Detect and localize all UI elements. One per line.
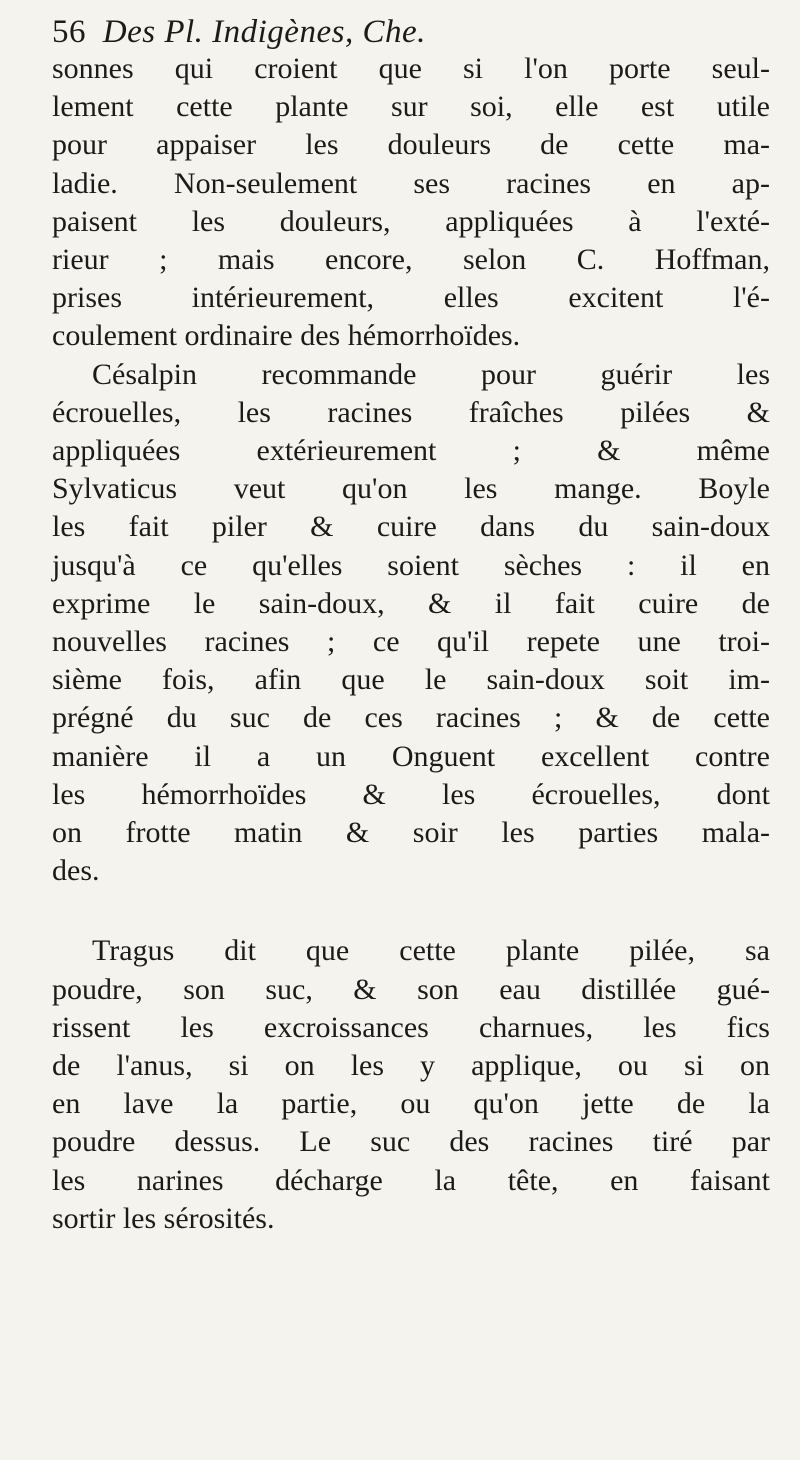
text-line: les fait piler & cuire dans du sain-doux bbox=[52, 510, 770, 544]
paragraph-1 bbox=[52, 50, 770, 356]
text-line: prégné du suc de ces racines ; & de cette bbox=[52, 701, 770, 735]
text-line: jusqu'à ce qu'elles soient sèches : il en bbox=[52, 548, 770, 582]
text-line: des. bbox=[52, 854, 100, 888]
text-line: poudre, son suc, & son eau distillée gué- bbox=[52, 972, 770, 1006]
text-line: Sylvaticus veut qu'on les mange. Boyle bbox=[52, 472, 770, 506]
text-line: les narines décharge la tête, en faisant bbox=[52, 1163, 770, 1197]
text-line: lement cette plante sur soi, elle est utile bbox=[52, 90, 770, 124]
text-line: Tragus dit que cette plante pilée, sa bbox=[92, 934, 770, 968]
text-line: on frotte matin & soir les parties mala- bbox=[52, 816, 770, 850]
text-line: prises intérieurement, elles excitent l'é- bbox=[52, 281, 770, 315]
text-line: coulement ordinaire des hémorrhoïdes. bbox=[52, 319, 521, 353]
text-line: rissent les excroissances charnues, les fics bbox=[52, 1010, 770, 1044]
text-line: en lave la partie, ou qu'on jette de la bbox=[52, 1087, 770, 1121]
text-line: rieur ; mais encore, selon C. Hoffman, bbox=[52, 243, 770, 277]
running-head bbox=[52, 14, 770, 50]
page-number: 56 bbox=[52, 14, 86, 50]
text-line: de l'anus, si on les y applique, ou si on bbox=[52, 1049, 770, 1083]
text-line: manière il a un Onguent excellent contre bbox=[52, 739, 770, 773]
text-line: sonnes qui croient que si l'on porte seul- bbox=[52, 52, 770, 85]
paragraph-3 bbox=[52, 932, 770, 1238]
text-line: Césalpin recommande pour guérir les bbox=[92, 357, 770, 391]
text-line: paisent les douleurs, appliquées à l'exté- bbox=[52, 204, 770, 238]
text-line: les hémorrhoïdes & les écrouelles, dont bbox=[52, 777, 770, 811]
text-line: exprime le sain-doux, & il fait cuire de bbox=[52, 586, 770, 620]
text-line: poudre dessus. Le suc des racines tiré par bbox=[52, 1125, 770, 1159]
running-head-title: Des Pl. Indigènes, Che. bbox=[102, 14, 426, 50]
text-line: appliquées extérieurement ; & même bbox=[52, 434, 770, 468]
text-line: sortir les sérosités. bbox=[52, 1201, 275, 1235]
text-line: pour appaiser les douleurs de cette ma- bbox=[52, 128, 770, 162]
text-line: sième fois, afin que le sain-doux soit im- bbox=[52, 663, 770, 697]
text-line: ladie. Non-seulement ses racines en ap- bbox=[52, 166, 770, 200]
text-line: écrouelles, les racines fraîches pilées & bbox=[52, 395, 770, 429]
paragraph-2 bbox=[52, 356, 770, 891]
text-line: nouvelles racines ; ce qu'il repete une troi- bbox=[52, 625, 770, 659]
